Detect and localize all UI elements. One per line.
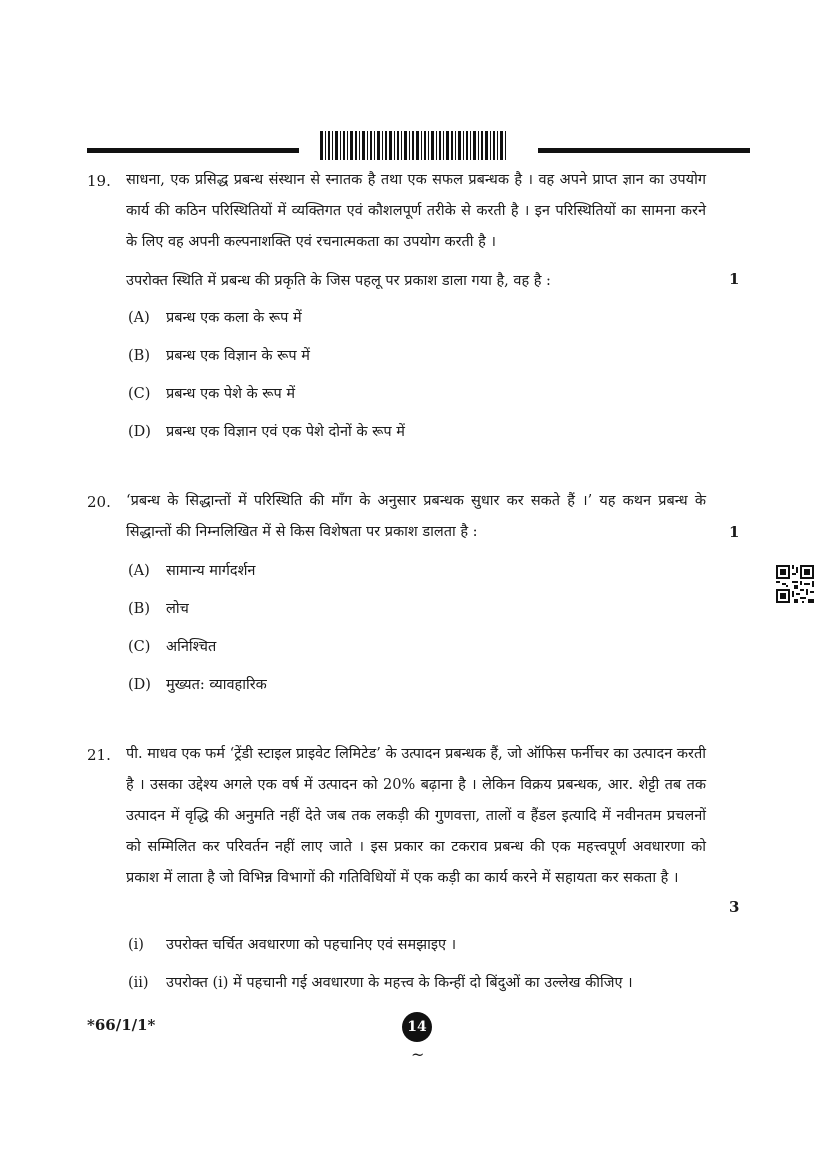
- question-stem: उपरोक्त स्थिति में प्रबन्ध की प्रकृति के जिस पहलू पर प्रकाश डाला गया है, वह है :: [126, 273, 551, 289]
- sub-question-text: उपरोक्त (i) में पहचानी गई अवधारणा के महत्त्व के किन्हीं दो बिंदुओं का उल्लेख कीजिए ।: [166, 975, 633, 991]
- option-label: (C): [128, 386, 151, 402]
- option-text: प्रबन्ध एक कला के रूप में: [166, 310, 302, 326]
- option-text: प्रबन्ध एक पेशे के रूप में: [166, 386, 296, 402]
- question-number: 21.: [87, 746, 111, 764]
- option-b: [128, 598, 189, 618]
- option-b: [128, 345, 310, 365]
- option-label: (B): [128, 601, 150, 617]
- page-number: 14: [402, 1012, 432, 1042]
- header-rule-right: [538, 148, 750, 153]
- sub-question-label: (i): [128, 937, 144, 953]
- qr-code-icon: [776, 565, 814, 603]
- option-text: अनिश्चित: [166, 639, 217, 655]
- paper-code: *66/1/1*: [87, 1016, 156, 1034]
- sub-question-label: (ii): [128, 975, 149, 991]
- question-number: 20.: [87, 493, 111, 511]
- option-a: [128, 307, 302, 327]
- option-text: प्रबन्ध एक विज्ञान के रूप में: [166, 348, 310, 364]
- option-label: (B): [128, 348, 150, 364]
- option-text: लोच: [166, 601, 189, 617]
- barcode-icon: [320, 131, 506, 160]
- marks: 3: [729, 898, 740, 916]
- marks: 1: [729, 270, 740, 288]
- option-d: [128, 674, 267, 694]
- option-a: [128, 560, 255, 580]
- question-number: 19.: [87, 172, 111, 190]
- option-label: (D): [128, 424, 151, 440]
- header-rule-left: [87, 148, 299, 153]
- sub-question-i: [128, 934, 456, 954]
- question-text: ‘प्रबन्ध के सिद्धान्तों में परिस्थिति की माँग के अनुसार प्रबन्धक सुधार कर सकते हैं ।’ यह कथन प्रबन्ध के सिद्धान्तों की निम्नलिखित में से किस विशेषता पर प्रकाश डालता है :: [126, 493, 706, 540]
- option-label: (C): [128, 639, 151, 655]
- option-label: (D): [128, 677, 151, 693]
- question-text: पी. माधव एक फर्म ‘ट्रेंडी स्टाइल प्राइवेट लिमिटेड’ के उत्पादन प्रबन्धक हैं, जो ऑफिस फर्नीचर का उत्पादन करती है । उसका उद्देश्य अगले एक वर्ष में उत्पादन को 20% बढ़ाना है । लेकिन विक्रय प्रबन्धक, आर. शेट्टी तब तक उत्पादन में वृद्धि की अनुमति नहीं देते जब तक लकड़ी की गुणवत्ता, तालों व हैंडल इत्यादि में नवीनतम प्रचलनों को सम्मिलित कर परिवर्तन नहीं लाए जाते । इस प्रकार का टकराव प्रबन्ध की एक महत्त्वपूर्ण अवधारणा को प्रकाश में लाता है जो विभिन्न विभागों की गतिविधियों में एक कड़ी का कार्य करने में सहायता कर सकता है ।: [126, 746, 706, 886]
- tilde-mark: ~: [411, 1045, 425, 1064]
- sub-question-ii: [128, 972, 633, 992]
- option-d: [128, 421, 405, 441]
- option-text: मुख्यत: व्यावहारिक: [166, 677, 267, 693]
- sub-question-text: उपरोक्त चर्चित अवधारणा को पहचानिए एवं समझाइए ।: [166, 937, 457, 953]
- question-text: साधना, एक प्रसिद्ध प्रबन्ध संस्थान से स्नातक है तथा एक सफल प्रबन्धक है । वह अपने प्राप्त ज्ञान का उपयोग कार्य की कठिन परिस्थितियों में व्यक्तिगत एवं कौशलपूर्ण तरीके से करती है । इन परिस्थितियों का सामना करने के लिए वह अपनी कल्पनाशक्ति एवं रचनात्मकता का उपयोग करती है ।: [126, 172, 706, 250]
- option-text: प्रबन्ध एक विज्ञान एवं एक पेशे दोनों के रूप में: [166, 424, 405, 440]
- option-text: सामान्य मार्गदर्शन: [166, 563, 256, 579]
- marks: 1: [729, 523, 740, 541]
- option-label: (A): [128, 563, 150, 579]
- option-c: [128, 636, 216, 656]
- option-label: (A): [128, 310, 150, 326]
- option-c: [128, 383, 295, 403]
